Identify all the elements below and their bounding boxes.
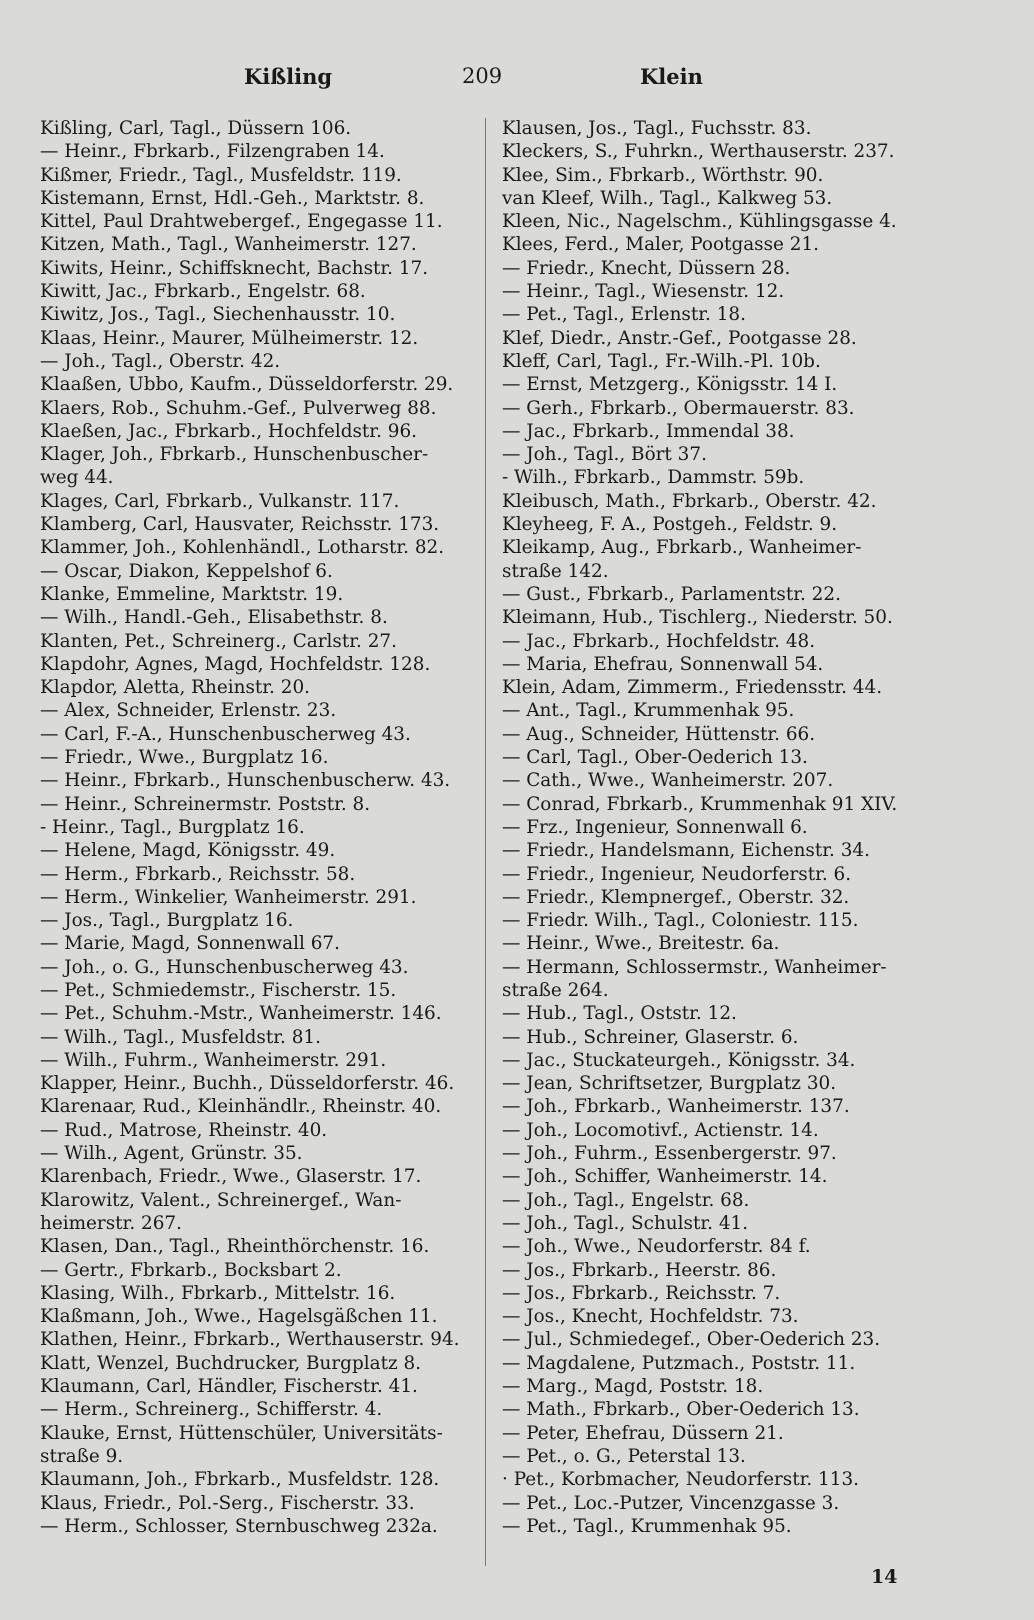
- directory-entry: — Friedr., Knecht, Düssern 28.: [502, 257, 791, 279]
- directory-entry: — Friedr., Ingenieur, Neudorferstr. 6.: [502, 863, 852, 885]
- directory-entry: — Jac., Stuckateurgeh., Königsstr. 34.: [502, 1049, 856, 1071]
- directory-entry: — Carl, Tagl., Ober-Oederich 13.: [502, 747, 808, 769]
- directory-entry: Klatt, Wenzel, Buchdrucker, Burgplatz 8.: [40, 1352, 422, 1374]
- header-right-keyword: Klein: [640, 64, 703, 89]
- directory-entry: Klarenbach, Friedr., Wwe., Glaserstr. 17.: [40, 1166, 422, 1188]
- directory-entry: Klammer, Joh., Kohlenhändl., Lotharstr. 82.: [40, 537, 445, 559]
- directory-entry: — Hermann, Schlossermstr., Wanheimer-: [502, 956, 887, 978]
- directory-entry: Kistemann, Ernst, Hdl.-Geh., Marktstr. 8.: [40, 187, 425, 209]
- directory-entry: — Jos., Tagl., Burgplatz 16.: [40, 910, 294, 932]
- directory-entry: — Friedr., Wwe., Burgplatz 16.: [40, 747, 329, 769]
- directory-entry: Klarowitz, Valent., Schreinergef., Wan-: [40, 1189, 402, 1211]
- directory-entry: Klaeßen, Jac., Fbrkarb., Hochfeldstr. 96.: [40, 420, 418, 442]
- signature-mark: 14: [871, 1566, 898, 1588]
- directory-entry: — Rud., Matrose, Rheinstr. 40.: [40, 1119, 328, 1141]
- directory-entry: Klathen, Heinr., Fbrkarb., Werthauserstr. 94.: [40, 1329, 460, 1351]
- directory-entry: Kleikamp, Aug., Fbrkarb., Wanheimer-: [502, 537, 862, 559]
- directory-entry: Klarenaar, Rud., Kleinhändlr., Rheinstr. 40.: [40, 1096, 442, 1118]
- directory-entry: Kleckers, S., Fuhrkn., Werthauserstr. 237.: [502, 141, 895, 163]
- directory-entry: — Marie, Magd, Sonnenwall 67.: [40, 933, 340, 955]
- directory-entry: — Pet., Tagl., Erlenstr. 18.: [502, 304, 746, 326]
- directory-entry: — Pet., Loc.-Putzer, Vincenzgasse 3.: [502, 1492, 840, 1514]
- directory-entry: — Hub., Tagl., Oststr. 12.: [502, 1003, 737, 1025]
- directory-entry: Klapdor, Aletta, Rheinstr. 20.: [40, 677, 310, 699]
- directory-entry: van Kleef, Wilh., Tagl., Kalkweg 53.: [502, 187, 833, 209]
- directory-entry: — Ant., Tagl., Krummenhak 95.: [502, 700, 795, 722]
- directory-entry: — Pet., Schmiedemstr., Fischerstr. 15.: [40, 979, 397, 1001]
- directory-entry: - Wilh., Fbrkarb., Dammstr. 59b.: [502, 467, 805, 489]
- directory-entry: — Gust., Fbrkarb., Parlamentstr. 22.: [502, 583, 841, 605]
- directory-entry: — Jos., Fbrkarb., Heerstr. 86.: [502, 1259, 777, 1281]
- directory-entry: Kißling, Carl, Tagl., Düssern 106.: [40, 118, 352, 139]
- directory-entry: - Heinr., Tagl., Burgplatz 16.: [40, 816, 305, 838]
- directory-entry: Kiwits, Heinr., Schiffsknecht, Bachstr. 17.: [40, 257, 429, 279]
- directory-entry: straße 9.: [40, 1445, 124, 1467]
- directory-entry: — Wilh., Handl.-Geh., Elisabethstr. 8.: [40, 607, 388, 629]
- directory-entry: Klapdohr, Agnes, Magd, Hochfeldstr. 128.: [40, 653, 431, 675]
- directory-entry: — Heinr., Tagl., Wiesenstr. 12.: [502, 281, 785, 303]
- directory-entry: — Friedr., Handelsmann, Eichenstr. 34.: [502, 840, 870, 862]
- directory-entry: — Jos., Knecht, Hochfeldstr. 73.: [502, 1306, 799, 1328]
- directory-entry: Kißmer, Friedr., Tagl., Musfeldstr. 119.: [40, 164, 402, 186]
- directory-entry: straße 264.: [502, 979, 609, 1001]
- directory-entry: — Heinr., Fbrkarb., Filzengraben 14.: [40, 141, 385, 163]
- directory-entry: — Helene, Magd, Königsstr. 49.: [40, 840, 336, 862]
- directory-entry: Klamberg, Carl, Hausvater, Reichsstr. 173.: [40, 514, 440, 536]
- directory-entry: Klaaßen, Ubbo, Kaufm., Düsseldorferstr. 29.: [40, 374, 454, 396]
- directory-entry: Klein, Adam, Zimmerm., Friedensstr. 44.: [502, 677, 883, 699]
- directory-entry: Klasing, Wilh., Fbrkarb., Mittelstr. 16.: [40, 1282, 396, 1304]
- directory-entry: — Wilh., Agent, Grünstr. 35.: [40, 1143, 303, 1165]
- directory-entry: Klees, Ferd., Maler, Pootgasse 21.: [502, 234, 820, 256]
- left-column: [40, 117, 470, 1538]
- directory-entry: Klee, Sim., Fbrkarb., Wörthstr. 90.: [502, 164, 824, 186]
- page-header: [0, 64, 1034, 100]
- directory-entry: Klasen, Dan., Tagl., Rheinthörchenstr. 16.: [40, 1236, 430, 1258]
- directory-entry: — Maria, Ehefrau, Sonnenwall 54.: [502, 653, 824, 675]
- directory-entry: — Pet., Tagl., Krummenhak 95.: [502, 1515, 792, 1537]
- directory-entry: — Wilh., Fuhrm., Wanheimerstr. 291.: [40, 1049, 387, 1071]
- directory-entry: Klaumann, Carl, Händler, Fischerstr. 41.: [40, 1376, 418, 1398]
- directory-entry: — Wilh., Tagl., Musfeldstr. 81.: [40, 1026, 321, 1048]
- directory-entry: — Peter, Ehefrau, Düssern 21.: [502, 1422, 784, 1444]
- directory-entry: — Jos., Fbrkarb., Reichsstr. 7.: [502, 1282, 781, 1304]
- directory-entry: — Marg., Magd, Poststr. 18.: [502, 1376, 764, 1398]
- directory-entry: — Herm., Schreinerg., Schifferstr. 4.: [40, 1399, 383, 1421]
- directory-entry: — Magdalene, Putzmach., Poststr. 11.: [502, 1352, 856, 1374]
- directory-entry: — Aug., Schneider, Hüttenstr. 66.: [502, 723, 816, 745]
- directory-entry: Klages, Carl, Fbrkarb., Vulkanstr. 117.: [40, 490, 400, 512]
- directory-entry: Klausen, Jos., Tagl., Fuchsstr. 83.: [502, 118, 812, 139]
- directory-entry: — Math., Fbrkarb., Ober-Oederich 13.: [502, 1399, 860, 1421]
- directory-entry: — Pet., Schuhm.-Mstr., Wanheimerstr. 146.: [40, 1003, 442, 1025]
- page-number: 209: [462, 64, 503, 88]
- directory-entry: Klaus, Friedr., Pol.-Serg., Fischerstr. 33.: [40, 1492, 415, 1514]
- directory-entry: straße 142.: [502, 560, 609, 582]
- directory-entry: Klager, Joh., Fbrkarb., Hunschenbuscher-: [40, 444, 429, 466]
- directory-entry: Kitzen, Math., Tagl., Wanheimerstr. 127.: [40, 234, 417, 256]
- directory-entry: Kleen, Nic., Nagelschm., Kühlingsgasse 4.: [502, 211, 897, 233]
- directory-entry: — Pet., o. G., Peterstal 13.: [502, 1445, 746, 1467]
- directory-entry: — Joh., Wwe., Neudorferstr. 84 f.: [502, 1236, 811, 1258]
- directory-entry: — Joh., Tagl., Oberstr. 42.: [40, 350, 281, 372]
- directory-entry: — Alex, Schneider, Erlenstr. 23.: [40, 700, 337, 722]
- directory-entry: weg 44.: [40, 467, 114, 489]
- directory-entry: Klauke, Ernst, Hüttenschüler, Universitäts-: [40, 1422, 443, 1444]
- directory-entry: — Hub., Schreiner, Glaserstr. 6.: [502, 1026, 799, 1048]
- directory-entry: — Friedr., Klempnergef., Oberstr. 32.: [502, 886, 850, 908]
- directory-entry: — Joh., Tagl., Bört 37.: [502, 444, 707, 466]
- directory-entry: Kleimann, Hub., Tischlerg., Niederstr. 50.: [502, 607, 893, 629]
- directory-entry: — Herm., Winkelier, Wanheimerstr. 291.: [40, 886, 417, 908]
- directory-entry: Klaers, Rob., Schuhm.-Gef., Pulverweg 88.: [40, 397, 437, 419]
- directory-entry: — Oscar, Diakon, Keppelshof 6.: [40, 560, 333, 582]
- directory-entry: — Joh., Tagl., Engelstr. 68.: [502, 1189, 750, 1211]
- directory-entry: — Jac., Fbrkarb., Immendal 38.: [502, 420, 795, 442]
- directory-entry: Klapper, Heinr., Buchh., Düsseldorferstr. 46.: [40, 1073, 455, 1095]
- directory-entry: Kleff, Carl, Tagl., Fr.-Wilh.-Pl. 10b.: [502, 350, 821, 372]
- directory-entry: — Jul., Schmiedegef., Ober-Oederich 23.: [502, 1329, 881, 1351]
- directory-entry: — Frz., Ingenieur, Sonnenwall 6.: [502, 816, 808, 838]
- directory-entry: heimerstr. 267.: [40, 1212, 182, 1234]
- directory-entry: Klaumann, Joh., Fbrkarb., Musfeldstr. 128.: [40, 1469, 440, 1491]
- directory-entry: Klef, Diedr., Anstr.-Gef., Pootgasse 28.: [502, 327, 857, 349]
- directory-entry: — Heinr., Fbrkarb., Hunschenbuscherw. 43.: [40, 770, 451, 792]
- directory-entry: — Jac., Fbrkarb., Hochfeldstr. 48.: [502, 630, 816, 652]
- directory-entry: · Pet., Korbmacher, Neudorferstr. 113.: [502, 1469, 859, 1491]
- directory-entry: — Joh., Locomotivf., Actienstr. 14.: [502, 1119, 819, 1141]
- directory-entry: — Joh., o. G., Hunschenbuscherweg 43.: [40, 956, 409, 978]
- directory-entry: Klaas, Heinr., Maurer, Mülheimerstr. 12.: [40, 327, 419, 349]
- directory-entry: — Joh., Schiffer, Wanheimerstr. 14.: [502, 1166, 828, 1188]
- directory-entry: — Herm., Fbrkarb., Reichsstr. 58.: [40, 863, 356, 885]
- directory-entry: — Gertr., Fbrkarb., Bocksbart 2.: [40, 1259, 342, 1281]
- directory-entry: — Friedr. Wilh., Tagl., Coloniestr. 115.: [502, 910, 859, 932]
- directory-entry: — Gerh., Fbrkarb., Obermauerstr. 83.: [502, 397, 855, 419]
- directory-entry: — Joh., Fbrkarb., Wanheimerstr. 137.: [502, 1096, 850, 1118]
- column-divider: [485, 118, 486, 1566]
- directory-entry: — Heinr., Schreinermstr. Poststr. 8.: [40, 793, 371, 815]
- directory-entry: — Conrad, Fbrkarb., Krummenhak 91 XIV.: [502, 793, 898, 815]
- directory-entry: Kiwitz, Jos., Tagl., Siechenhausstr. 10.: [40, 304, 396, 326]
- directory-entry: Klanten, Pet., Schreinerg., Carlstr. 27.: [40, 630, 397, 652]
- header-left-keyword: Kißling: [244, 64, 333, 89]
- directory-entry: — Heinr., Wwe., Breitestr. 6a.: [502, 933, 780, 955]
- directory-entry: — Ernst, Metzgerg., Königsstr. 14 I.: [502, 374, 838, 396]
- directory-entry: Kleyheeg, F. A., Postgeh., Feldstr. 9.: [502, 514, 838, 536]
- directory-entry: — Herm., Schlosser, Sternbuschweg 232a.: [40, 1515, 438, 1537]
- directory-entry: — Joh., Fuhrm., Essenbergerstr. 97.: [502, 1143, 837, 1165]
- directory-entry: Kiwitt, Jac., Fbrkarb., Engelstr. 68.: [40, 281, 366, 303]
- right-column: [502, 117, 938, 1538]
- directory-entry: Klaßmann, Joh., Wwe., Hagelsgäßchen 11.: [40, 1306, 438, 1328]
- directory-entry: — Jean, Schriftsetzer, Burgplatz 30.: [502, 1073, 837, 1095]
- directory-entry: — Joh., Tagl., Schulstr. 41.: [502, 1212, 749, 1234]
- directory-entry: Kleibusch, Math., Fbrkarb., Oberstr. 42.: [502, 490, 877, 512]
- directory-entry: Klanke, Emmeline, Marktstr. 19.: [40, 583, 344, 605]
- directory-entry: — Cath., Wwe., Wanheimerstr. 207.: [502, 770, 834, 792]
- directory-entry: Kittel, Paul Drahtwebergef., Engegasse 11.: [40, 211, 443, 233]
- directory-entry: — Carl, F.-A., Hunschenbuscherweg 43.: [40, 723, 411, 745]
